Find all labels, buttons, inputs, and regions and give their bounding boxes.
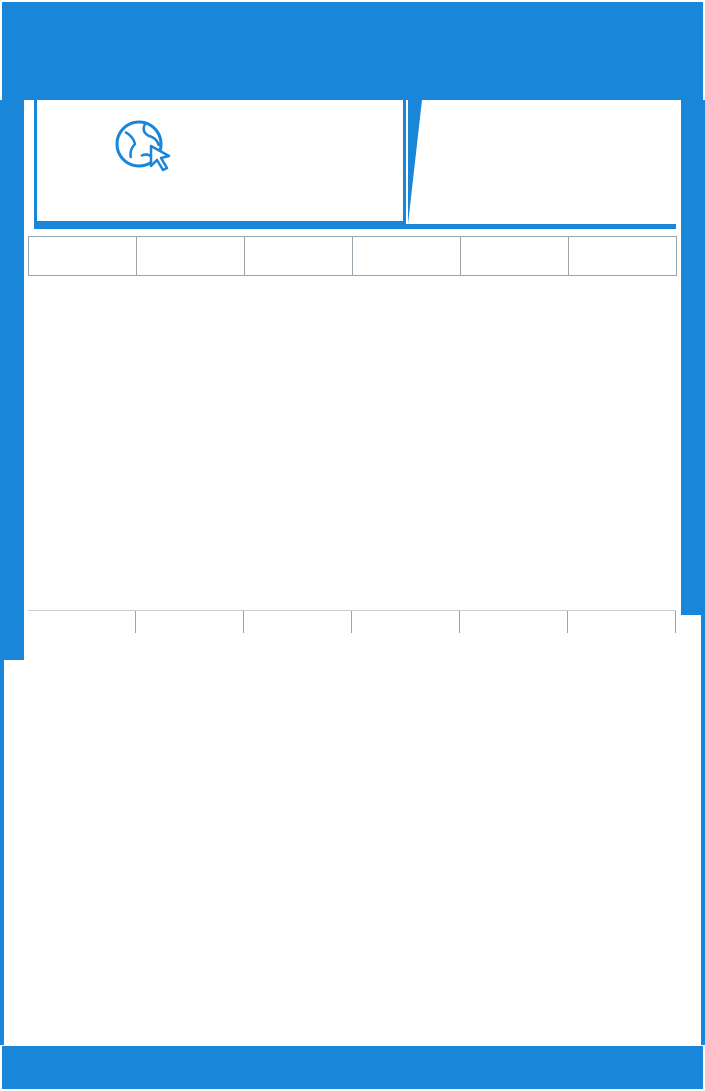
seam-package bbox=[568, 611, 676, 633]
banner-slant bbox=[408, 100, 422, 224]
seam-duration bbox=[460, 611, 568, 633]
header-unsub-code bbox=[353, 237, 461, 276]
left-frame-lower bbox=[0, 660, 4, 1045]
packages-table bbox=[28, 236, 677, 276]
header-renew-code bbox=[245, 237, 353, 276]
right-frame bbox=[681, 100, 705, 615]
globe-cursor-icon bbox=[111, 116, 175, 176]
left-frame bbox=[0, 100, 24, 660]
page-footer bbox=[2, 1046, 703, 1089]
banner-underline bbox=[34, 224, 676, 229]
header-packages bbox=[569, 237, 677, 276]
header-sub-code bbox=[137, 237, 245, 276]
banner-box bbox=[34, 100, 406, 224]
header-duration bbox=[461, 237, 569, 276]
packages-table-wrap bbox=[28, 236, 676, 276]
table-seam bbox=[28, 610, 676, 633]
table-header-row bbox=[29, 237, 677, 276]
right-frame-lower bbox=[701, 615, 705, 1045]
page-header bbox=[2, 2, 703, 100]
bundle-banner bbox=[28, 100, 676, 232]
header-price bbox=[29, 237, 137, 276]
